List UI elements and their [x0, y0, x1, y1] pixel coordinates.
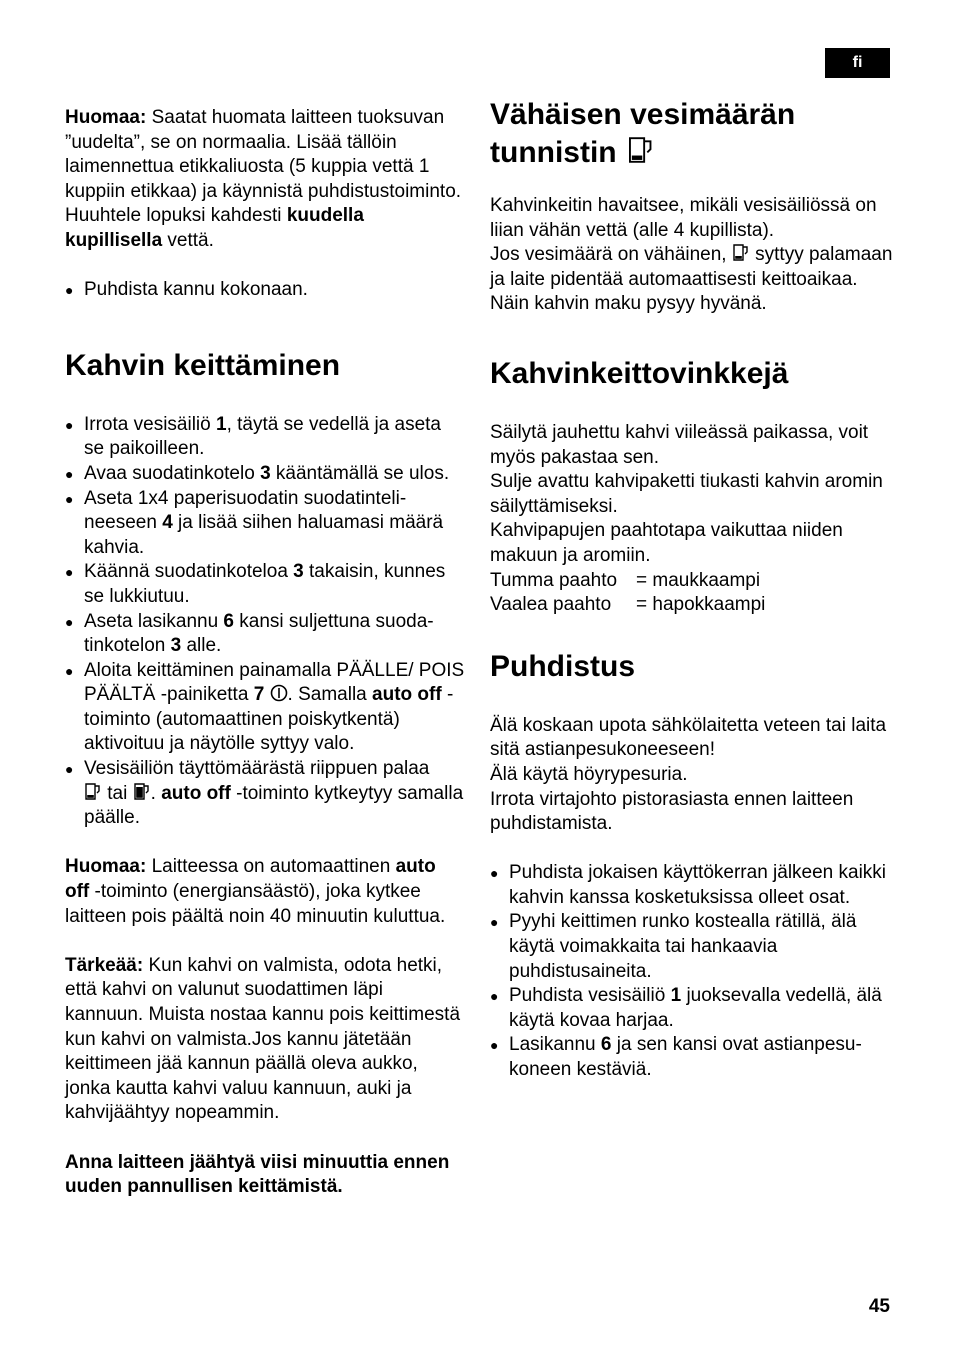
- list-item: ● Pyyhi keittimen runko kostealla rätillä, älä käytä voimakkaita tai hankaavia puhdistusaineita.: [490, 910, 895, 984]
- right-column: [490, 96, 895, 1083]
- full-water-icon: [133, 782, 151, 801]
- list-item: ● Puhdista kannu kokonaan.: [65, 278, 465, 303]
- list-item: ● Aloita keittäminen painamalla PÄÄLLE/ POIS PÄÄLTÄ -painiketta 7 . Samalla auto off -toiminto (automaattinen poiskytkentä) aktivoituu ja näytölle syttyy valo.: [65, 659, 465, 757]
- page-number: 45: [868, 1296, 890, 1317]
- low-water-icon: [732, 243, 750, 262]
- sensor-text-1: Kahvinkeitin havaitsee, mikäli vesisäiliössä on liian vähän vettä (alle 4 kupillista).: [490, 195, 877, 241]
- cooldown-note: Anna laitteen jäähtyä viisi minuuttia ennen uuden pannullisen keittämistä.: [65, 1151, 450, 1198]
- cleaning-text-3: Irrota virtajohto pistorasiasta ennen laitteen puhdistamista.: [490, 788, 854, 835]
- important-note: Tärkeää: Kun kahvi on valmista, odota hetki, että kahvi on valunut suodattimen läpi kannuun. Muista nostaa kannu pois keittimestä kun kahvi on valmista.Jos kannu jätetään keittimeen jää kannun päällä oleva aukko, jonka kautta kahvi valuu kannuun, auki ja kahvijäähtyy nopeammin.: [65, 954, 461, 1124]
- power-icon: [270, 684, 288, 702]
- roast-light-row: Vaalea paahto = hapokkaampi: [490, 594, 766, 616]
- cleaning-text-2: Älä käytä höyrypesuria.: [490, 763, 688, 785]
- list-item: ● Puhdista jokaisen käyttökerran jälkeen kaikki kahvin kanssa kosketuksissa olleet osat.: [490, 861, 895, 910]
- heading-low-water-sensor: Vähäisen vesimäärän tunnistin: [490, 98, 796, 169]
- left-column: [65, 106, 465, 1200]
- heading-coffee-tips: Kahvinkeittovinkkejä: [490, 356, 789, 390]
- cleaning-steps: [490, 861, 895, 1082]
- language-tab: fi: [825, 48, 890, 78]
- low-water-icon: [625, 135, 657, 165]
- note-auto-off: Huomaa: Laitteessa on automaattinen auto off -toiminto (energiansäästö), joka kytkee laitteen pois päältä noin 40 minuutin kuluttua.: [65, 856, 446, 927]
- list-item: ● Avaa suodatinkotelo 3 kääntämällä se ulos.: [65, 462, 465, 487]
- heading-brewing: Kahvin keittäminen: [65, 348, 341, 382]
- tips-text-3: Kahvipapujen paahtotapa vaikuttaa niiden makuun ja aromiin.: [490, 520, 843, 566]
- list-item: ● Lasikannu 6 ja sen kansi ovat astianpesukoneen kestäviä.: [490, 1033, 895, 1082]
- sensor-text-2: Jos vesimäärä on vähäinen, syttyy palamaan ja laite pidentää automaattisesti keittoaikaa. Näin kahvin maku pysyy hyvänä.: [490, 244, 893, 315]
- list-item: ● Aseta 1x4 paperisuodatin suodatintelineeseen 4 ja lisää siihen haluamasi määrä kahvia.: [65, 487, 465, 561]
- list-item: ● Käännä suodatinkoteloa 3 takaisin, kunnes se lukkiutuu.: [65, 560, 465, 609]
- heading-cleaning: Puhdistus: [490, 649, 636, 683]
- list-item: ● Puhdista vesisäiliö 1 juoksevalla vedellä, älä käytä kovaa harjaa.: [490, 984, 895, 1033]
- brewing-steps: [65, 413, 465, 831]
- clean-jug-list: [65, 278, 465, 303]
- tips-text-1: Säilytä jauhettu kahvi viileässä paikassa, voit myös pakastaa sen.: [490, 421, 869, 468]
- roast-dark-row: Tumma paahto = maukkaampi: [490, 569, 761, 591]
- low-water-icon: [84, 782, 102, 801]
- cleaning-text-1: Älä koskaan upota sähkölaitetta veteen tai laita sitä astianpesukoneeseen!: [490, 714, 887, 761]
- list-item: ● Aseta lasikannu 6 kansi suljettuna suodatinkotelon 3 alle.: [65, 610, 465, 659]
- list-item: ● Irrota vesisäiliö 1, täytä se vedellä ja aseta se paikoilleen.: [65, 413, 465, 462]
- note-new-smell: Huomaa: Saatat huomata laitteen tuoksuvan ”uudelta”, se on normaalia. Lisää tällöin laimennettua etikkaliuosta (5 kuppia vettä 1 kuppiin etikkaa) ja käynnistä puhdistustoiminto. Huuhtele lopuksi kahdesti kuudella kupillisella vettä.: [65, 107, 462, 251]
- list-item: ● Vesisäiliön täyttömäärästä riippuen palaa tai . auto off -toiminto kytkeytyy samalla päälle.: [65, 757, 465, 831]
- tips-text-2: Sulje avattu kahvipaketti tiukasti kahvin aromin säilyttämiseksi.: [490, 471, 883, 517]
